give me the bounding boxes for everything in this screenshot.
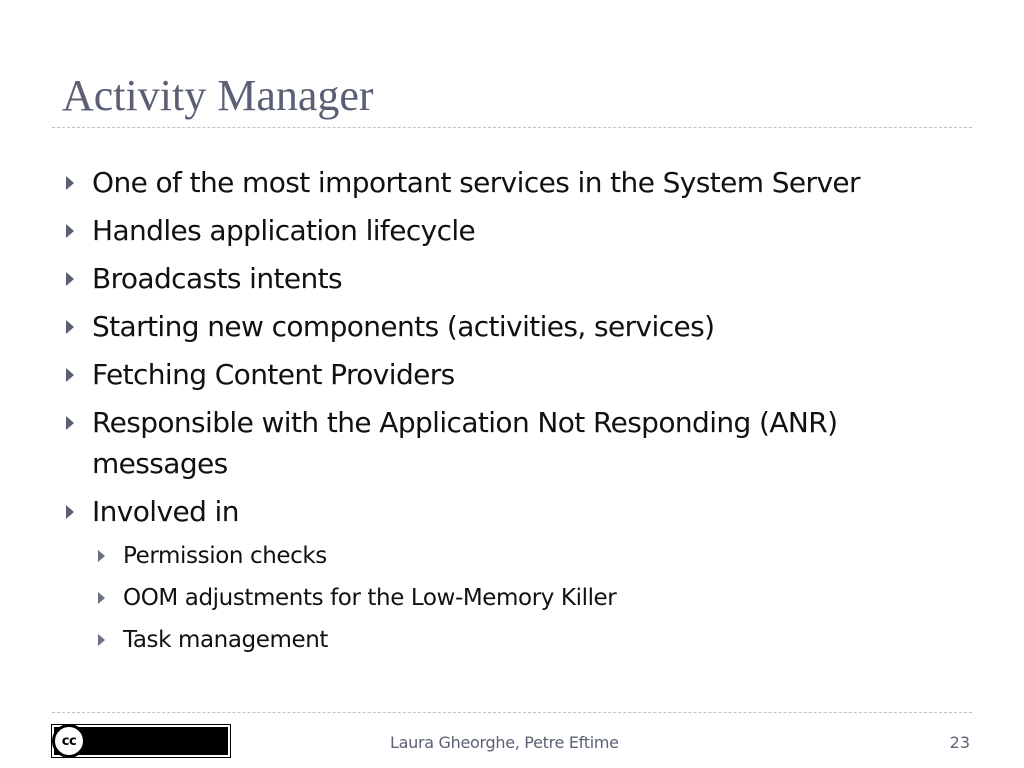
sub-bullet-text: Permission checks [123, 543, 327, 569]
creative-commons-by-icon [52, 725, 230, 757]
sub-list-item [62, 581, 962, 615]
bullet-text: Starting new components (activities, services) [92, 310, 715, 343]
triangle-right-icon [98, 550, 105, 562]
triangle-right-icon [66, 416, 74, 430]
sub-bullet-text: Task management [123, 627, 329, 653]
sub-list-item [62, 539, 962, 573]
bullet-text: Involved in [92, 495, 239, 528]
list-item [62, 354, 962, 395]
triangle-right-icon [98, 634, 105, 646]
cc-badge-fill [134, 727, 228, 755]
footer-authors: Laura Gheorghe, Petre Eftime [390, 733, 619, 752]
slide-title: Activity Manager [62, 71, 374, 120]
footer-divider [52, 712, 972, 713]
cc-by-label: BY [99, 732, 121, 750]
bullet-text: Responsible with the Application Not Responding (ANR) messages [92, 406, 838, 480]
sub-bullet-text: OOM adjustments for the Low-Memory Killer [123, 585, 617, 611]
bullet-text: One of the most important services in the System Server [92, 166, 860, 199]
list-item [62, 306, 962, 347]
bullet-text: Handles application lifecycle [92, 214, 476, 247]
title-divider [52, 127, 972, 128]
cc-by-panel [82, 727, 134, 755]
triangle-right-icon [98, 592, 105, 604]
list-item [62, 258, 962, 299]
triangle-right-icon [66, 368, 74, 382]
list-item [62, 491, 962, 532]
bullet-text: Fetching Content Providers [92, 358, 455, 391]
bullet-list [62, 162, 962, 665]
triangle-right-icon [66, 272, 74, 286]
list-item [62, 162, 962, 203]
list-item [62, 402, 932, 484]
bullet-text: Broadcasts intents [92, 262, 343, 295]
list-item [62, 210, 962, 251]
page-number: 23 [949, 733, 970, 752]
triangle-right-icon [66, 224, 74, 238]
triangle-right-icon [66, 320, 74, 334]
sub-list-item [62, 623, 962, 657]
cc-logo: cc [52, 724, 86, 758]
triangle-right-icon [66, 505, 74, 519]
triangle-right-icon [66, 176, 74, 190]
